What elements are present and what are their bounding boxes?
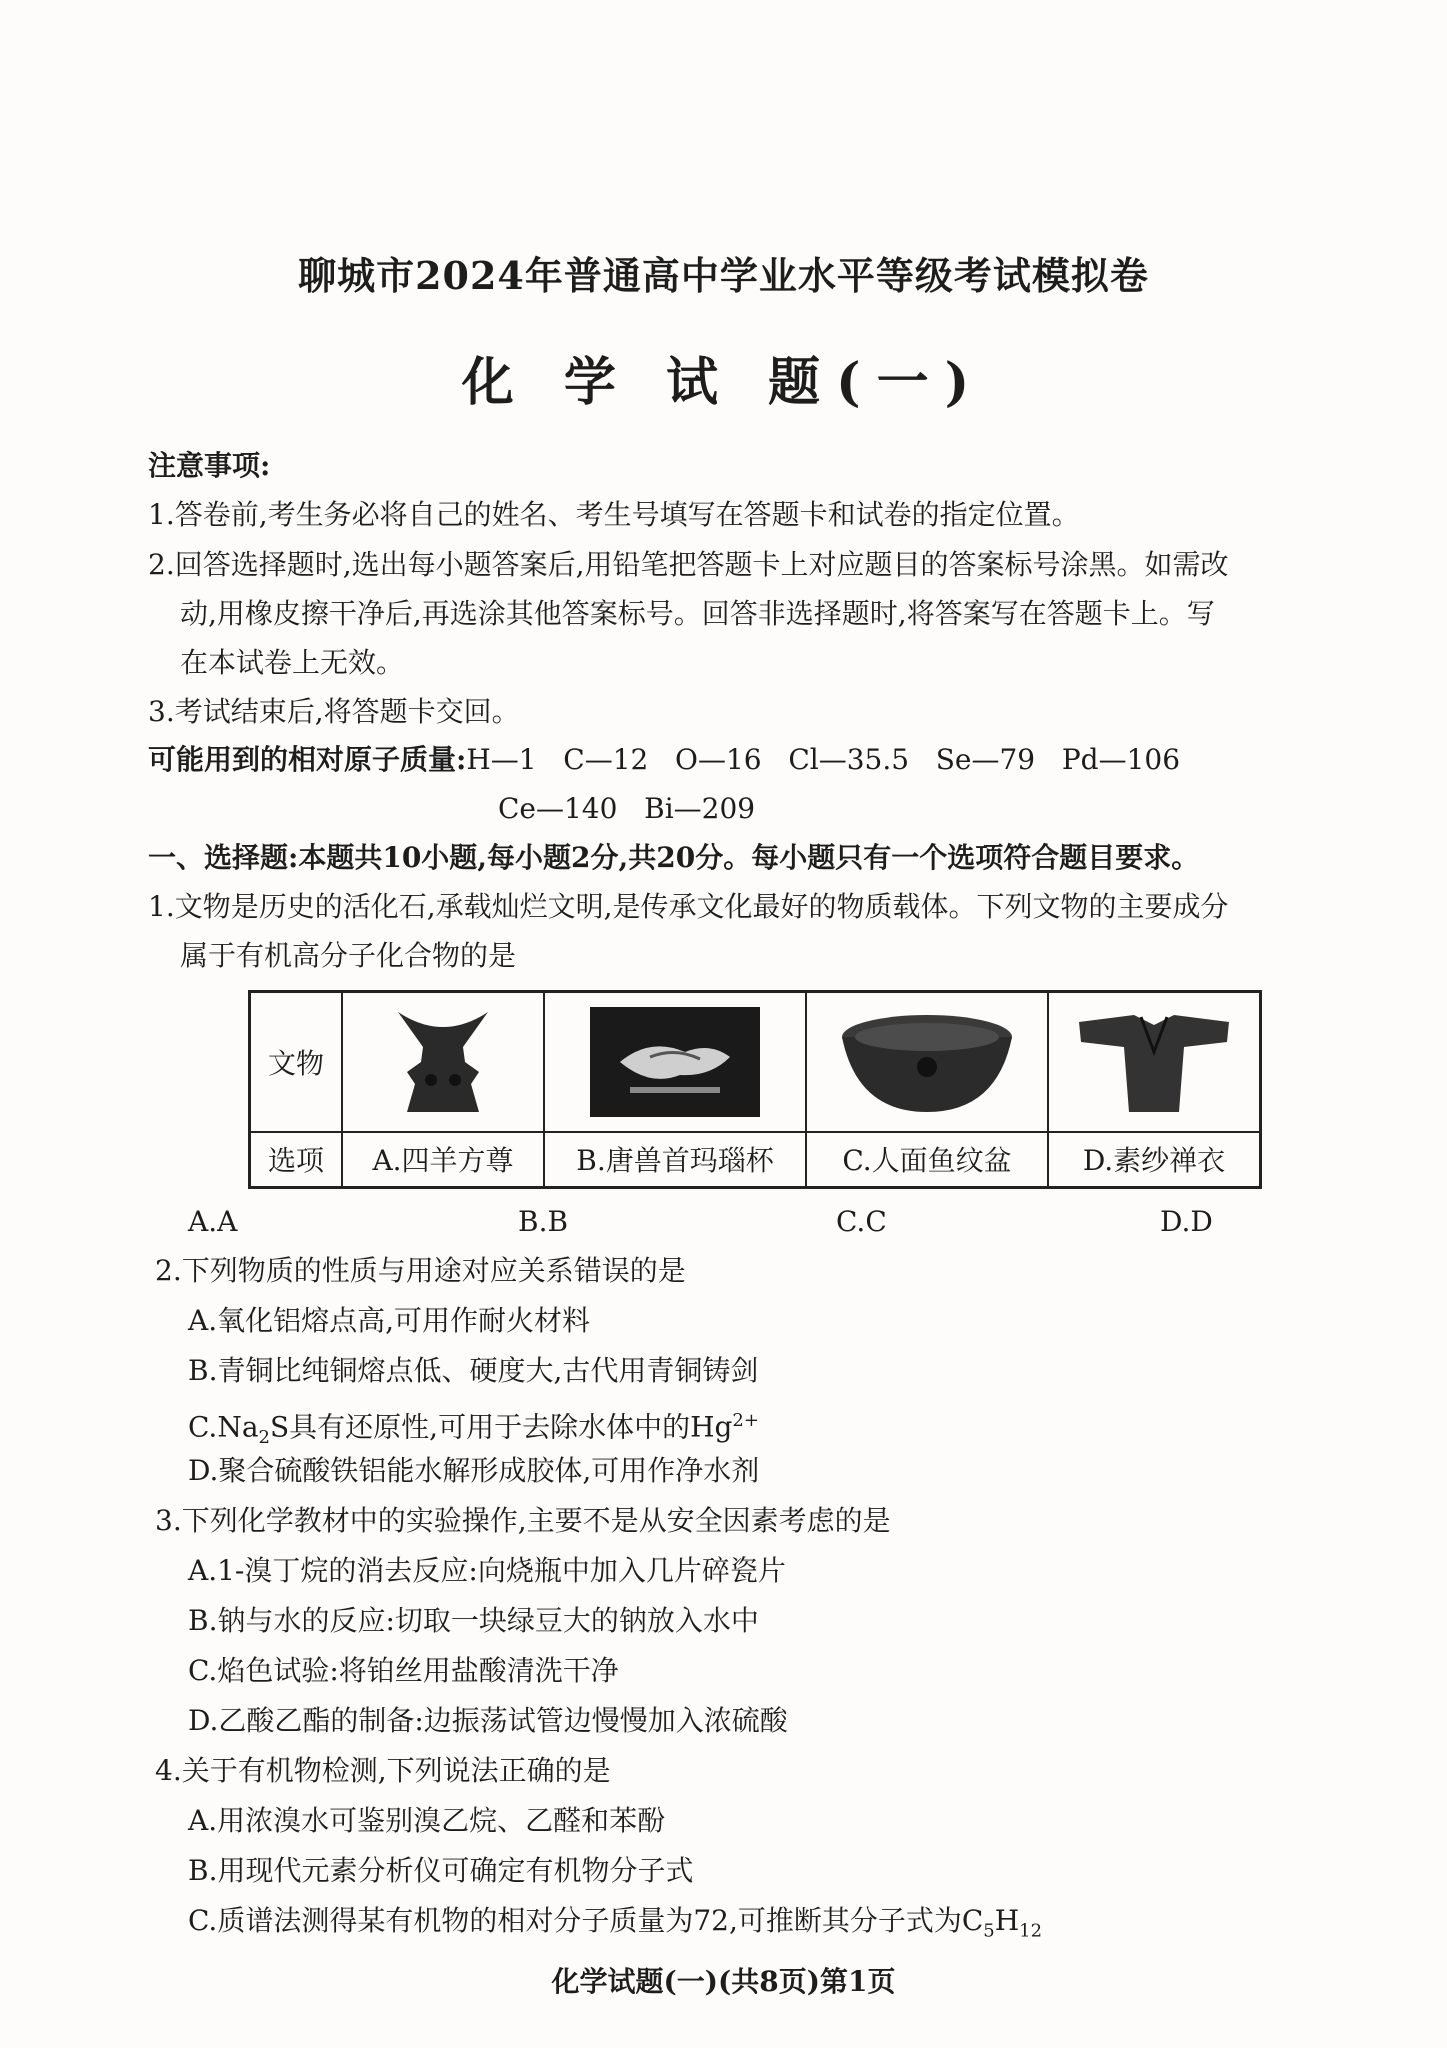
artifact-option-b: B.唐兽首玛瑙杯 bbox=[544, 1132, 806, 1188]
notes-heading: 注意事项: bbox=[148, 449, 271, 482]
atomic-masses-values: H—1 C—12 O—16 Cl—35.5 Se—79 Pd—106 bbox=[466, 743, 1181, 776]
q1-stem-2: 属于有机高分子化合物的是 bbox=[180, 939, 517, 972]
q1-answer-b: B.B bbox=[518, 1205, 569, 1238]
q4-option-b: B.用现代元素分析仪可确定有机物分子式 bbox=[188, 1854, 694, 1887]
artifact-option-d: D.素纱禅衣 bbox=[1048, 1132, 1261, 1188]
q2-c-sup: 2+ bbox=[732, 1410, 759, 1431]
exam-subtitle: 化 学 试 题(一) bbox=[461, 352, 986, 413]
note-2-cont2: 在本试卷上无效。 bbox=[180, 646, 405, 679]
pottery-basin-icon bbox=[837, 1007, 1017, 1117]
note-2-cont: 动,用橡皮擦干净后,再选涂其他答案标号。回答非选择题时,将答案写在答题卡上。写 bbox=[180, 597, 1215, 630]
q4-c-sub2: 12 bbox=[1019, 1920, 1043, 1942]
atomic-masses-line1 bbox=[148, 742, 1180, 778]
q3-stem: 3.下列化学教材中的实验操作,主要不是从安全因素考虑的是 bbox=[155, 1504, 891, 1537]
artifact-image-c bbox=[806, 992, 1048, 1132]
q2-option-d: D.聚合硫酸铁铝能水解形成胶体,可用作净水剂 bbox=[188, 1454, 760, 1487]
q2-c-sub: 2 bbox=[258, 1426, 270, 1448]
agate-cup-icon bbox=[590, 1007, 760, 1117]
q2-stem: 2.下列物质的性质与用途对应关系错误的是 bbox=[155, 1254, 686, 1287]
q3-option-b: B.钠与水的反应:切取一块绿豆大的钠放入水中 bbox=[188, 1604, 759, 1637]
q4-option-a: A.用浓溴水可鉴别溴乙烷、乙醛和苯酚 bbox=[188, 1804, 666, 1837]
q1-answer-c: C.C bbox=[836, 1205, 887, 1238]
q3-option-c: C.焰色试验:将铂丝用盐酸清洗干净 bbox=[188, 1654, 619, 1687]
page-footer: 化学试题(一)(共8页)第1页 bbox=[551, 1965, 896, 1998]
q2-option-a: A.氧化铝熔点高,可用作耐火材料 bbox=[188, 1304, 591, 1337]
artifact-image-d bbox=[1048, 992, 1261, 1132]
atomic-masses-label: 可能用到的相对原子质量: bbox=[148, 743, 467, 776]
silk-robe-icon bbox=[1079, 1007, 1229, 1117]
section-heading: 一、选择题:本题共10小题,每小题2分,共20分。每小题只有一个选项符合题目要求。 bbox=[148, 841, 1200, 874]
q4-stem: 4.关于有机物检测,下列说法正确的是 bbox=[155, 1754, 611, 1787]
q3-option-d: D.乙酸乙酯的制备:边振荡试管边慢慢加入浓硫酸 bbox=[188, 1704, 788, 1737]
q4-option-c bbox=[188, 1903, 1042, 1950]
note-2: 2.回答选择题时,选出每小题答案后,用铅笔把答题卡上对应题目的答案标号涂黑。如需改 bbox=[148, 548, 1229, 581]
artifact-image-a bbox=[342, 992, 544, 1132]
artifact-option-a: A.四羊方尊 bbox=[342, 1132, 544, 1188]
q3-option-a: A.1-溴丁烷的消去反应:向烧瓶中加入几片碎瓷片 bbox=[188, 1554, 786, 1587]
q1-stem-1: 1.文物是历史的活化石,承载灿烂文明,是传承文化最好的物质载体。下列文物的主要成分 bbox=[148, 890, 1229, 923]
q4-c-text-pre: C.质谱法测得某有机物的相对分子质量为72,可推断其分子式为C bbox=[188, 1904, 984, 1937]
q2-option-c bbox=[188, 1403, 759, 1456]
note-3: 3.考试结束后,将答题卡交回。 bbox=[148, 695, 520, 728]
artifact-image-b bbox=[544, 992, 806, 1132]
q4-c-text-mid: H bbox=[994, 1904, 1020, 1937]
q2-c-text-mid: S具有还原性,可用于去除水体中的Hg bbox=[269, 1410, 733, 1444]
q4-c-sub1: 5 bbox=[983, 1920, 995, 1942]
q1-answer-a: A.A bbox=[188, 1205, 238, 1238]
artifact-table bbox=[248, 990, 1262, 1189]
exam-title: 聊城市2024年普通高中学业水平等级考试模拟卷 bbox=[298, 253, 1149, 298]
q2-c-text-pre: C.Na bbox=[188, 1410, 259, 1444]
artifact-row-header: 文物 bbox=[250, 992, 343, 1132]
q1-answer-d: D.D bbox=[1160, 1205, 1213, 1238]
atomic-masses-line2: Ce—140 Bi—209 bbox=[498, 792, 756, 825]
artifact-option-c: C.人面鱼纹盆 bbox=[806, 1132, 1048, 1188]
bronze-zun-icon bbox=[383, 1002, 503, 1122]
note-1: 1.答卷前,考生务必将自己的姓名、考生号填写在答题卡和试卷的指定位置。 bbox=[148, 498, 1080, 531]
q2-option-b: B.青铜比纯铜熔点低、硬度大,古代用青铜铸剑 bbox=[188, 1354, 759, 1387]
option-row-header: 选项 bbox=[250, 1132, 343, 1188]
